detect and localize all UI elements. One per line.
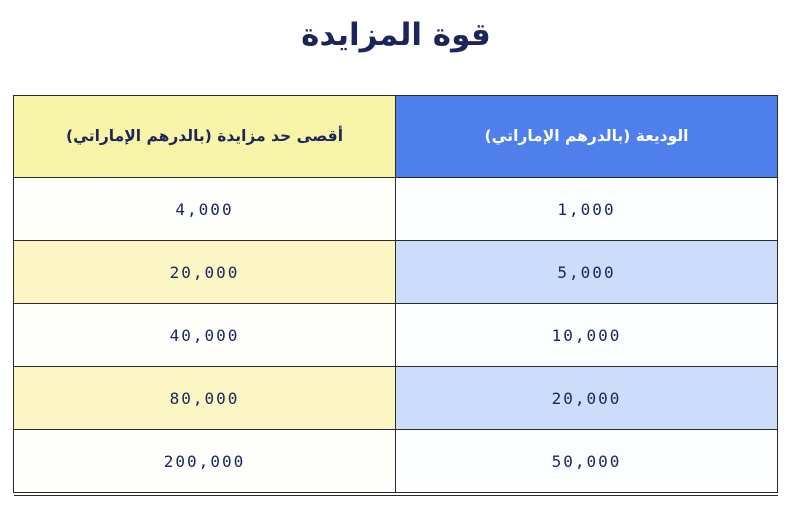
cell-max-bid: 20,000 bbox=[14, 241, 396, 304]
bidding-power-table bbox=[13, 95, 778, 493]
cell-max-bid: 200,000 bbox=[14, 430, 396, 493]
cell-max-bid: 4,000 bbox=[14, 178, 396, 241]
table-row bbox=[14, 367, 778, 430]
table-row bbox=[14, 304, 778, 367]
table-row bbox=[14, 178, 778, 241]
cell-deposit: 1,000 bbox=[396, 178, 778, 241]
table-header-row bbox=[14, 96, 778, 178]
table-row bbox=[14, 430, 778, 493]
cell-deposit: 20,000 bbox=[396, 367, 778, 430]
table-header bbox=[14, 96, 778, 178]
table-body bbox=[14, 178, 778, 493]
column-header-deposit: الوديعة (بالدرهم الإماراتي) bbox=[396, 96, 778, 178]
cell-deposit: 5,000 bbox=[396, 241, 778, 304]
cell-deposit: 10,000 bbox=[396, 304, 778, 367]
bidding-power-table-wrapper bbox=[14, 95, 778, 493]
cell-max-bid: 80,000 bbox=[14, 367, 396, 430]
cell-max-bid: 40,000 bbox=[14, 304, 396, 367]
table-row bbox=[14, 241, 778, 304]
column-header-max-bid: أقصى حد مزايدة (بالدرهم الإماراتي) bbox=[14, 96, 396, 178]
page-title: قوة المزايدة bbox=[301, 17, 491, 53]
cell-deposit: 50,000 bbox=[396, 430, 778, 493]
footer-divider bbox=[14, 495, 778, 496]
